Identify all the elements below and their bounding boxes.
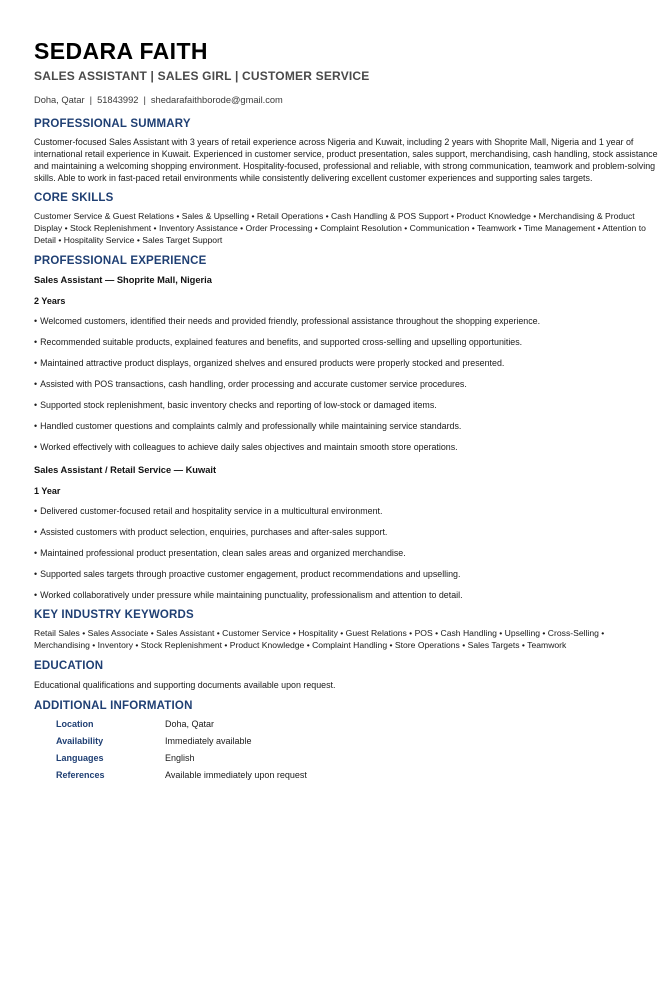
info-value: Immediately available — [165, 736, 252, 746]
contact-separator: | — [143, 95, 146, 105]
info-row — [56, 769, 307, 786]
section-title-keywords: KEY INDUSTRY KEYWORDS — [34, 609, 194, 621]
job-bullet: • Supported stock replenishment, basic inventory checks and reporting of low-stock or damaged items. — [34, 399, 658, 411]
info-label: Location — [56, 719, 94, 729]
info-label: References — [56, 770, 105, 780]
job-title: Sales Assistant — Shoprite Mall, Nigeria — [34, 275, 212, 285]
section-title-education: EDUCATION — [34, 660, 104, 672]
job-title: Sales Assistant / Retail Service — Kuwait — [34, 465, 217, 475]
additional-info-table — [56, 718, 307, 786]
job-bullet: • Assisted with POS transactions, cash handling, order processing and accurate customer service procedures. — [34, 378, 658, 390]
section-title-summary: PROFESSIONAL SUMMARY — [34, 118, 191, 130]
job-bullet: • Maintained professional product presentation, clean sales areas and organized merchandise. — [34, 547, 658, 559]
candidate-name: SEDARA FAITH — [34, 38, 208, 64]
job-bullet: • Supported sales targets through proactive customer engagement, product recommendations and upselling. — [34, 568, 658, 580]
job-bullet: • Worked effectively with colleagues to achieve daily sales objectives and maintain smooth store operations. — [34, 441, 658, 453]
job-bullet: • Worked collaboratively under pressure while maintaining punctuality, professionalism and attention to detail. — [34, 589, 658, 601]
skills-text: Customer Service & Guest Relations • Sales & Upselling • Retail Operations • Cash Handling & POS Support • Product Knowledge • Merchandising & Product Display • Stock Replenishment • Inventory Assistance • Order Processing • Complaint Resolution • Communication • Teamwork • Time Management • Attention to Detail • Hospitality Service • Sales Target Support — [34, 211, 646, 245]
contact-phone: 51843992 — [97, 95, 139, 105]
contact-line — [34, 94, 658, 106]
section-title-additional: ADDITIONAL INFORMATION — [34, 700, 193, 712]
job-bullets — [34, 505, 658, 601]
info-value: English — [165, 753, 195, 763]
resume-page — [34, 38, 658, 786]
job-duration: 2 Years — [34, 296, 66, 306]
contact-location: Doha, Qatar — [34, 95, 85, 105]
education-text: Educational qualifications and supporting documents available upon request. — [34, 680, 336, 690]
info-row — [56, 735, 307, 752]
keywords-text: Retail Sales • Sales Associate • Sales Assistant • Customer Service • Hospitality • Guest Relations • POS • Cash Handling • Upselling • Cross-Selling • Merchandising • Inventory • Stock Replenishment • Product Knowledge • Complaint Handling • Store Operations • Sales Targets • Teamwork — [34, 628, 605, 650]
contact-separator: | — [89, 95, 93, 105]
info-row — [56, 752, 307, 769]
info-label: Languages — [56, 753, 104, 763]
summary-text: Customer-focused Sales Assistant with 3 years of retail experience across Nigeria and Kuwait, including 2 years with Shoprite Mall, Nigeria and 1 year of international retail experience in Kuwait. Experienced in customer service, product presentation, sales support, merchandising, cash handling, stock assistance and maintaining a welcoming shopping environment. Hospitality-focused, professional and reliable, with strong communication, teamwork and problem-solving skills. Able to work in fast-paced retail environments while consistently delivering excellent customer experiences and supporting sales targets. — [34, 137, 658, 183]
info-row — [56, 718, 307, 735]
job-bullet: • Assisted customers with product selection, enquiries, purchases and after-sales support. — [34, 526, 658, 538]
job-duration: 1 Year — [34, 486, 61, 496]
job-bullet: • Maintained attractive product displays, organized shelves and ensured products were properly stocked and presented. — [34, 357, 658, 369]
job-bullet: • Delivered customer-focused retail and hospitality service in a multicultural environment. — [34, 505, 658, 517]
section-title-experience: PROFESSIONAL EXPERIENCE — [34, 255, 207, 267]
headline: SALES ASSISTANT | SALES GIRL | CUSTOMER SERVICE — [34, 69, 370, 83]
info-value: Doha, Qatar — [165, 719, 215, 729]
job-bullet: • Welcomed customers, identified their needs and provided friendly, professional assistance throughout the shopping experience. — [34, 315, 658, 327]
info-value: Available immediately upon request — [165, 770, 307, 780]
contact-email[interactable]: shedarafaithborode@gmail.com — [150, 95, 283, 105]
job-bullet: • Handled customer questions and complaints calmly and professionally while maintaining service standards. — [34, 420, 658, 432]
job-bullets — [34, 315, 658, 453]
info-label: Availability — [56, 736, 104, 746]
job-bullet: • Recommended suitable products, explained features and benefits, and supported cross-selling and upselling opportunities. — [34, 336, 658, 348]
section-title-skills: CORE SKILLS — [34, 192, 114, 204]
